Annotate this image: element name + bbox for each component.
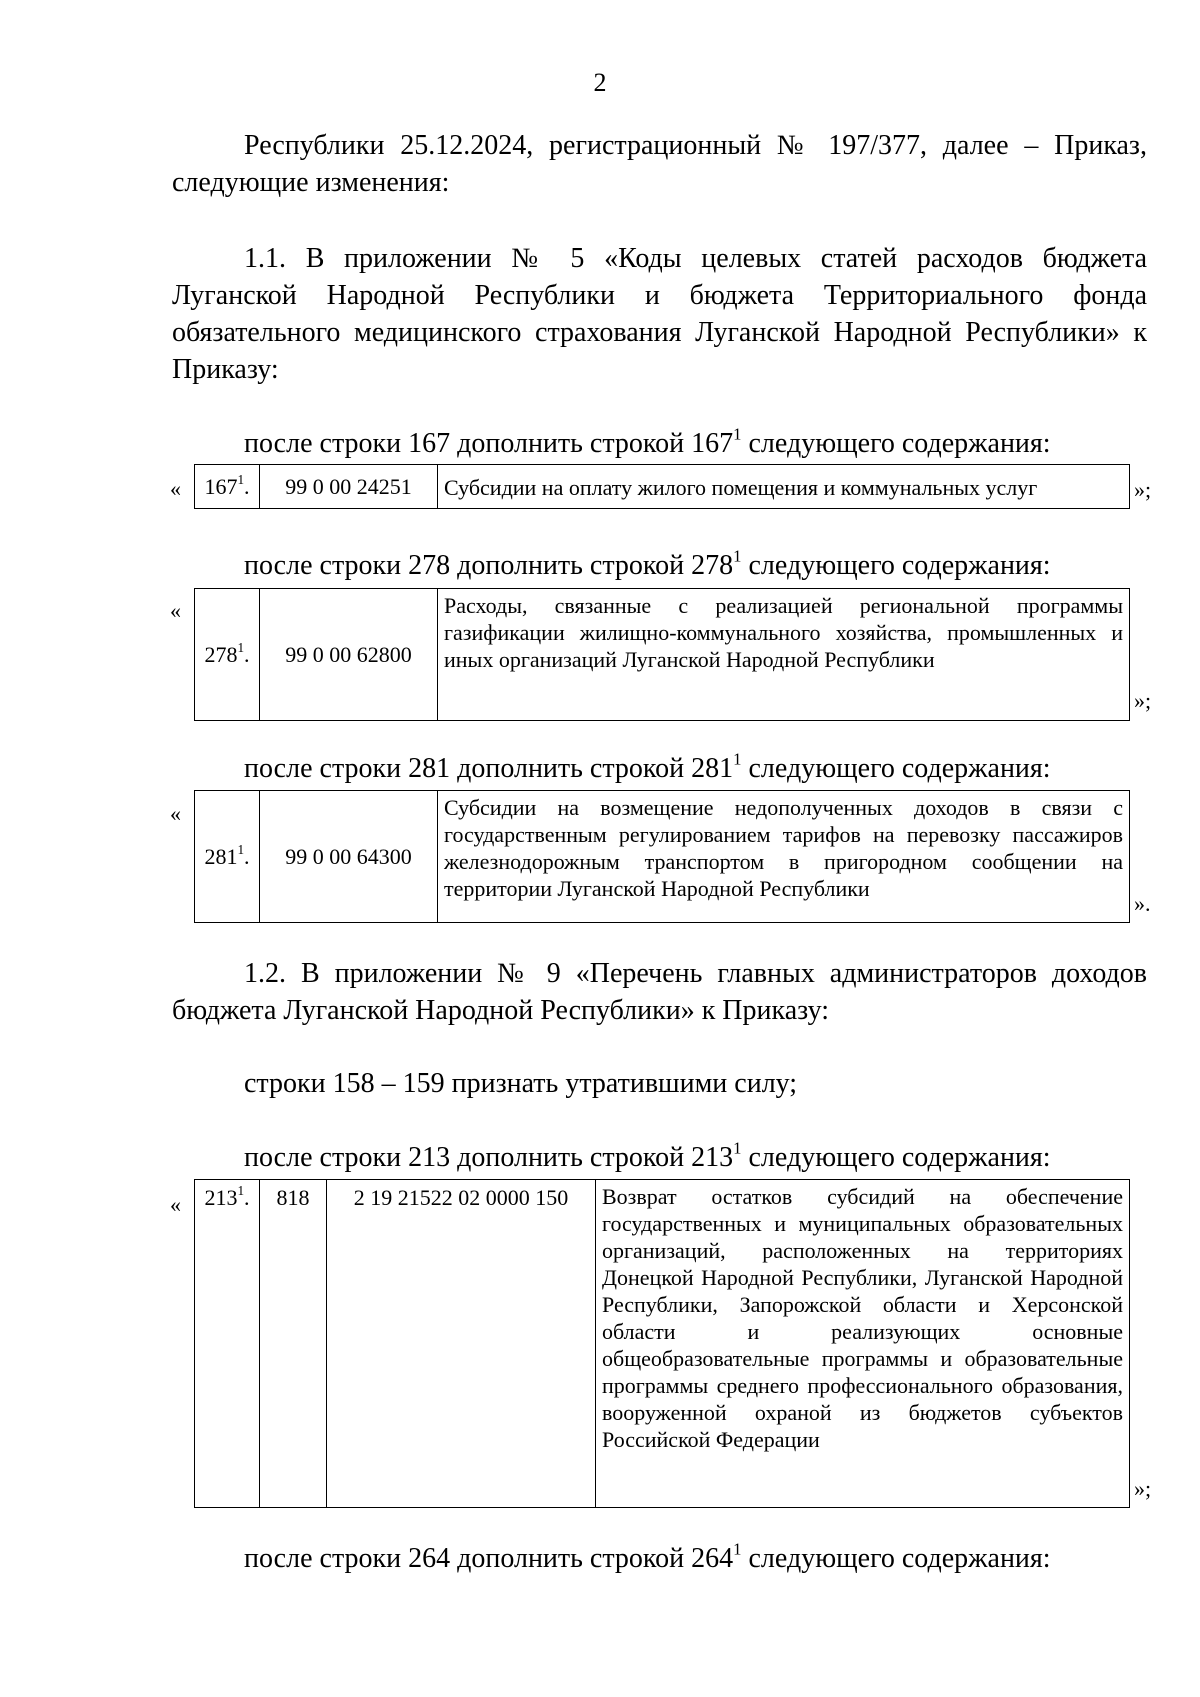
name-cell: Субсидии на возмещение недополученных доходов в связи с государственным регулированием тарифов на перевозку пассажиров железнодорожным транспортом в пригородном сообщении на территории Луганской Народной Республики — [438, 791, 1130, 923]
row-213-table — [194, 1179, 1130, 1508]
open-quote: « — [170, 801, 181, 826]
open-quote: « — [170, 598, 181, 623]
section-1-1-paragraph — [172, 240, 1147, 388]
section-1-2-text: В приложении № 9 «Перечень главных администраторов доходов бюджета Луганской Народной Республики» к Приказу: — [172, 958, 1148, 1026]
row-number-cell: $281^1$. — [195, 791, 260, 923]
target-code-cell: 99 0 00 24251 — [260, 465, 438, 509]
row-number-cell: $278^1$. — [195, 589, 260, 721]
intro-line-1: Республики 25.12.2024, регистрационный № 197/377, далее – Приказ, — [244, 130, 1147, 161]
insert-278-heading: после строки 278 дополнить строкой $278^1$ следующего содержания: — [244, 546, 1051, 581]
table-row — [195, 465, 1130, 509]
table-row — [195, 791, 1130, 923]
name-cell: Субсидии на оплату жилого помещения и коммунальных услуг — [438, 465, 1130, 509]
close-quote: »; — [1134, 688, 1152, 713]
admin-code-cell: 818 — [260, 1180, 327, 1508]
row-number-cell: $213^1$. — [195, 1180, 260, 1508]
close-quote: »; — [1134, 1476, 1152, 1501]
intro-line-2: следующие изменения: — [172, 167, 450, 198]
row-278-table — [194, 588, 1130, 721]
name-cell: Расходы, связанные с реализацией региональной программы газификации жилищно-коммунального хозяйства, промышленных и иных организаций Луганской Народной Республики — [438, 589, 1130, 721]
section-1-2-number: 1.2. — [244, 958, 286, 989]
section-1-1-number: 1.1. — [244, 243, 286, 274]
section-1-2-paragraph — [172, 955, 1147, 1029]
row-167-table — [194, 464, 1130, 509]
insert-264-heading: после строки 264 дополнить строкой $264^1$ следующего содержания: — [244, 1539, 1051, 1574]
row-number-cell: $167^1$. — [195, 465, 260, 509]
insert-281-heading: после строки 281 дополнить строкой $281^1$ следующего содержания: — [244, 749, 1051, 784]
row-281-table — [194, 790, 1130, 923]
open-quote: « — [170, 1192, 181, 1217]
section-1-1-text: В приложении № 5 «Коды целевых статей расходов бюджета Луганской Народной Республики и бюджета Территориального фонда обязательного медицинского страхования Луганской Народной Республики» к Приказу: — [172, 243, 1147, 385]
page-number: 2 — [593, 68, 607, 97]
close-quote: ». — [1134, 891, 1151, 916]
table-row — [195, 589, 1130, 721]
table-row — [195, 1180, 1130, 1508]
intro-paragraph — [172, 127, 1147, 201]
open-quote: « — [170, 476, 181, 501]
name-cell: Возврат остатков субсидий на обеспечение государственных и муниципальных образовательных организаций, расположенных на территориях Донецкой Народной Республики, Луганской Народной Республики, Запорожской области и Херсонской области и реализующих основные общеобразовательные программы и образовательные программы среднего профессионального образования, вооруженной охраной из бюджетов субъектов Российской Федерации — [596, 1180, 1130, 1508]
insert-213-heading: после строки 213 дополнить строкой $213^1$ следующего содержания: — [244, 1138, 1051, 1173]
repeal-line: строки 158 – 159 признать утратившими силу; — [244, 1068, 798, 1099]
revenue-code-cell: 2 19 21522 02 0000 150 — [327, 1180, 596, 1508]
target-code-cell: 99 0 00 62800 — [260, 589, 438, 721]
target-code-cell: 99 0 00 64300 — [260, 791, 438, 923]
close-quote: »; — [1134, 477, 1152, 502]
insert-167-heading: после строки 167 дополнить строкой $167^1$ следующего содержания: — [244, 424, 1051, 459]
